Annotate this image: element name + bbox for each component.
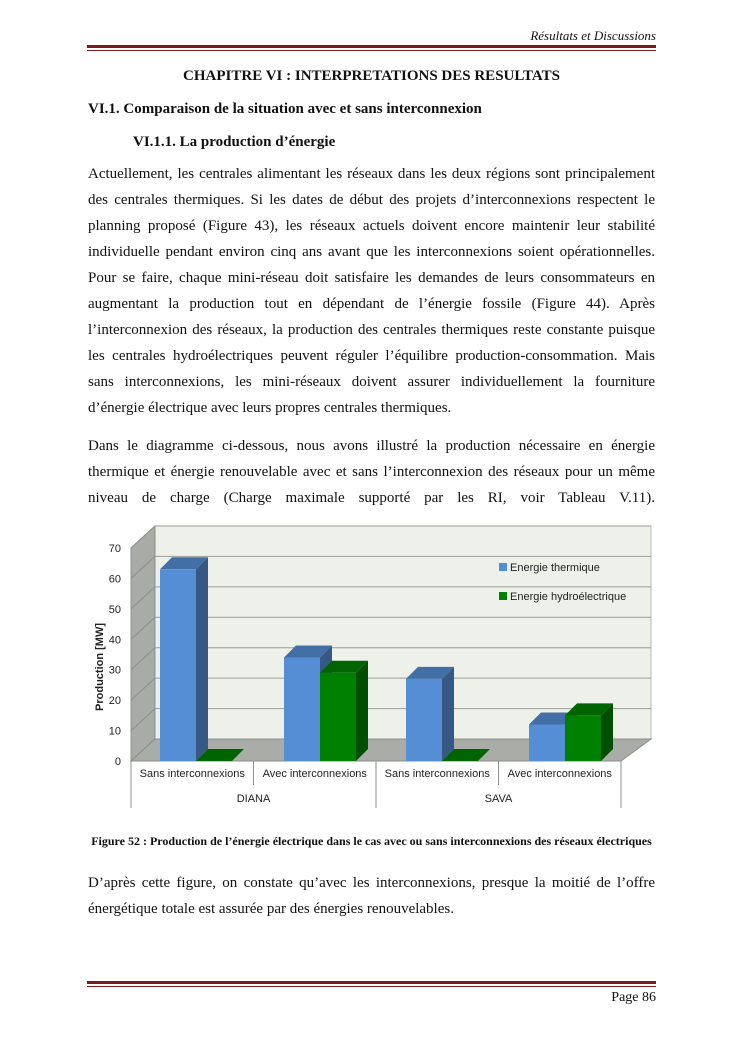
production-chart xyxy=(88,522,655,812)
x-tick-label: Avec interconnexions xyxy=(262,768,367,780)
y-axis-label: Production [MW] xyxy=(94,623,106,711)
y-tick-label: 40 xyxy=(108,634,121,647)
bar-hydroelectrique xyxy=(320,661,368,761)
x-tick-label: Avec interconnexions xyxy=(507,768,612,780)
y-tick-label: 60 xyxy=(108,573,121,586)
x-tick-label: Sans interconnexions xyxy=(139,768,245,780)
legend-swatch xyxy=(499,592,507,600)
chapter-title: CHAPITRE VI : INTERPRETATIONS DES RESULTATS xyxy=(183,68,560,84)
y-tick-label: 30 xyxy=(108,664,121,677)
legend-label: Energie thermique xyxy=(510,562,600,574)
section-title: VI.1. Comparaison de la situation avec et sans interconnexion xyxy=(88,101,482,117)
body-paragraph-3: D’après cette figure, on constate qu’avec les interconnexions, presque la moitié de l’offre énergétique totale est assurée par des énergies renouvelables. xyxy=(88,875,655,917)
bar-thermique xyxy=(160,557,208,761)
y-tick-label: 10 xyxy=(108,725,121,738)
body-paragraph-1: Actuellement, les centrales alimentant les réseaux dans les deux régions sont principalement des centrales thermiques. Si les dates de début des projets d’interconnexions respectent le planning proposé (Figure 43), les réseaux actuels doivent encore maintenir leur stabilité individuelle pendant environ cinq ans avant que les interconnexions soient opérationnelles. Pour se faire, chaque mini-réseau doit satisfaire les demandes de leurs consommateurs en augmentant la production tout en dépendant de l’énergie fossile (Figure 44). Après l’interconnexion des réseaux, la production des centrales thermiques reste constante puisque les centrales hydroélectriques peuvent réguler l’équilibre production-consommation. Mais sans interconnexions, les mini-réseaux doivent assurer individuellement la fourniture d’énergie électrique avec leurs propres centrales thermiques. xyxy=(88,166,655,416)
x-group-label: SAVA xyxy=(484,793,513,805)
legend-label: Energie hydroélectrique xyxy=(510,591,627,603)
bar-thermique xyxy=(406,667,454,761)
header-rule xyxy=(87,45,656,48)
page-number: Page 86 xyxy=(611,990,656,1005)
y-tick-label: 70 xyxy=(108,543,121,555)
header-rule-thin xyxy=(87,50,656,51)
y-tick-label: 20 xyxy=(108,695,121,708)
footer-rule xyxy=(87,981,656,984)
body-paragraph-2: Dans le diagramme ci-dessous, nous avons illustré la production nécessaire en énergie thermique et énergie renouvelable avec et sans l’interconnexion des réseaux pour un même niveau de charge (Charge maximale supporté par les RI, voir Tableau V.11). xyxy=(88,438,655,506)
x-group-label: DIANA xyxy=(236,793,271,805)
legend-swatch xyxy=(499,563,507,571)
y-tick-label: 50 xyxy=(108,603,121,616)
subsection-title: VI.1.1. La production d’énergie xyxy=(133,134,336,150)
bar-hydroelectrique xyxy=(565,703,613,761)
footer-rule-thin xyxy=(87,986,656,987)
y-tick-label: 0 xyxy=(114,756,121,768)
running-header: Résultats et Discussions xyxy=(530,28,656,43)
figure-caption: Figure 52 : Production de l’énergie électrique dans le cas avec ou sans interconnexions des réseaux électriques xyxy=(91,834,652,848)
x-tick-label: Sans interconnexions xyxy=(384,768,490,780)
chart-side-wall xyxy=(131,526,155,761)
